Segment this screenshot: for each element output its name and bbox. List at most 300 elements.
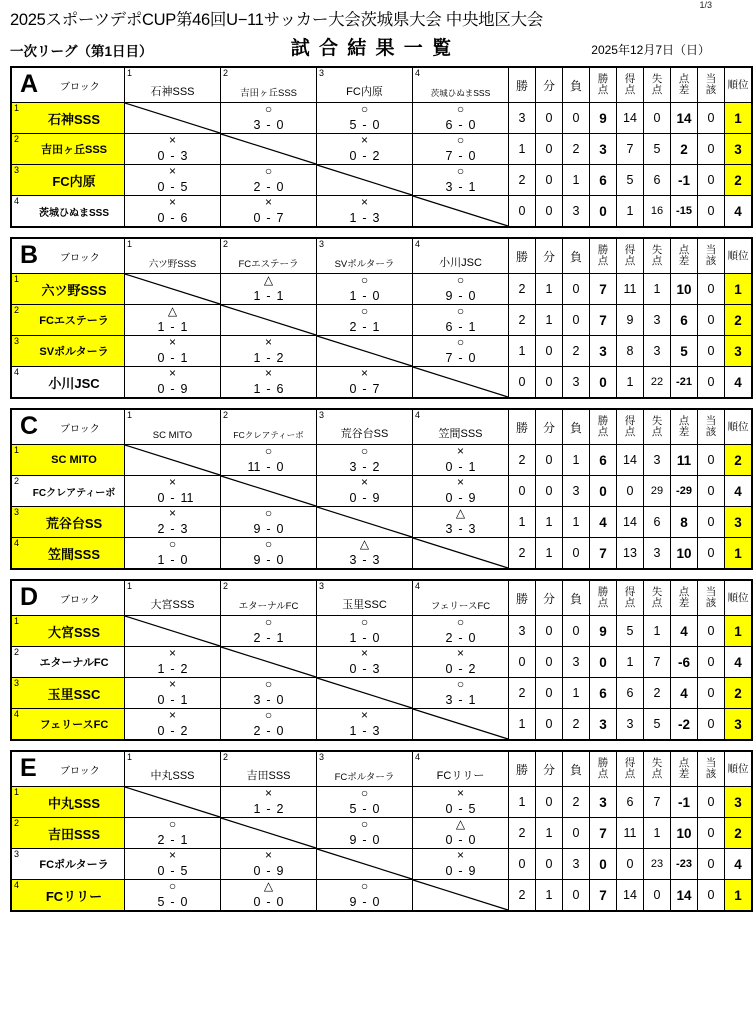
col-header-line: 得	[624, 244, 636, 256]
score-dash: -	[458, 833, 463, 847]
team-seed-number: 4	[14, 196, 20, 206]
diagonal-cell	[221, 134, 317, 165]
stat-draw: 0	[536, 476, 563, 507]
score-line	[221, 522, 316, 536]
result-mark: ×	[360, 708, 368, 722]
score-dash: -	[170, 662, 175, 676]
result-mark: ○	[264, 164, 273, 178]
stat-points: 4	[590, 507, 617, 538]
block-letter: A	[20, 70, 39, 98]
team-cell	[11, 616, 125, 647]
result-mark: ○	[456, 102, 465, 116]
score-opponent: 0	[468, 833, 476, 847]
stat-points: 0	[590, 196, 617, 228]
match-result-cell	[413, 678, 509, 709]
block-table-d	[10, 579, 753, 741]
opponent-header-3	[317, 580, 413, 616]
match-score	[125, 476, 220, 506]
score-own: 0	[445, 833, 453, 847]
stat-loss: 0	[563, 538, 590, 570]
match-score	[221, 274, 316, 304]
score-opponent: 0	[468, 149, 476, 163]
score-dash: -	[266, 724, 271, 738]
match-result-cell	[221, 678, 317, 709]
team-cell	[11, 305, 125, 336]
opponent-header-4	[413, 67, 509, 103]
score-line	[125, 382, 220, 396]
col-header-line: 点	[624, 768, 636, 780]
block-letter-cell	[11, 409, 125, 445]
diagonal-slash	[125, 787, 220, 817]
team-cell	[11, 165, 125, 196]
opponent-header-2	[221, 580, 317, 616]
col-header-line: 点	[624, 84, 636, 96]
team-name-box	[12, 616, 124, 646]
col-header-applicable	[698, 238, 725, 274]
stat-applicable: 0	[698, 818, 725, 849]
match-result-cell	[317, 134, 413, 165]
match-result-cell	[221, 709, 317, 741]
score-dash: -	[170, 553, 175, 567]
stat-rank: 1	[725, 274, 753, 305]
match-result-cell	[125, 818, 221, 849]
match-result-cell	[413, 616, 509, 647]
col-header-line: 失	[651, 757, 663, 769]
team-cell	[11, 849, 125, 880]
stat-draw: 0	[536, 787, 563, 818]
score-dash: -	[170, 180, 175, 194]
stat-draw: 1	[536, 507, 563, 538]
result-mark: △	[455, 817, 466, 831]
col-header-line: 勝	[597, 244, 609, 256]
score-line	[221, 351, 316, 365]
score-dash: -	[458, 149, 463, 163]
match-score	[125, 165, 220, 195]
diagonal-slash	[317, 507, 412, 537]
score-own: 0	[445, 662, 453, 676]
stat-applicable: 0	[698, 616, 725, 647]
col-header-loss: 負	[563, 67, 590, 103]
team-name: FC内原	[52, 173, 96, 189]
stat-applicable: 0	[698, 849, 725, 880]
match-result-cell	[317, 787, 413, 818]
result-mark: ×	[264, 848, 272, 862]
block-table-b	[10, 237, 753, 399]
opponent-name: 石神SSS	[150, 86, 195, 98]
match-result-cell	[413, 336, 509, 367]
col-header-rank	[725, 238, 753, 274]
stat-goal-difference: -23	[671, 849, 698, 880]
score-line	[413, 491, 508, 505]
stat-goal-difference: 8	[671, 507, 698, 538]
col-header-points	[590, 238, 617, 274]
diagonal-cell	[125, 445, 221, 476]
score-line	[413, 149, 508, 163]
col-header-line: 該	[705, 255, 717, 267]
score-line	[125, 895, 220, 909]
col-header-draw: 分	[536, 67, 563, 103]
team-seed-number: 2	[14, 134, 20, 144]
match-score	[317, 647, 412, 677]
score-dash: -	[458, 320, 463, 334]
result-mark: ○	[264, 102, 273, 116]
score-line	[125, 693, 220, 707]
result-mark: ○	[264, 615, 273, 629]
stat-goals-against: 1	[644, 616, 671, 647]
score-own: 2	[253, 180, 261, 194]
team-seed-number: 1	[14, 787, 20, 797]
diagonal-slash	[221, 134, 316, 164]
stat-applicable: 0	[698, 538, 725, 570]
team-cell	[11, 367, 125, 399]
match-result-cell	[413, 787, 509, 818]
col-header-line: 位	[738, 420, 749, 433]
score-line	[413, 693, 508, 707]
match-score	[413, 134, 508, 164]
stat-rank: 1	[725, 616, 753, 647]
block-tables	[10, 66, 749, 912]
stat-loss: 0	[563, 880, 590, 912]
score-dash: -	[266, 802, 271, 816]
stat-goals-for: 3	[617, 709, 644, 741]
stat-draw: 1	[536, 818, 563, 849]
diagonal-cell	[317, 165, 413, 196]
score-own: 1	[253, 351, 261, 365]
score-own: 1	[349, 211, 357, 225]
stat-rank: 2	[725, 678, 753, 709]
opponent-header-1	[125, 238, 221, 274]
table-row	[11, 787, 752, 818]
score-opponent: 0	[372, 289, 380, 303]
match-score	[317, 538, 412, 568]
score-opponent: 0	[372, 802, 380, 816]
stat-goals-for: 6	[617, 787, 644, 818]
score-line	[317, 118, 412, 132]
block-label: ブロック	[60, 424, 100, 435]
score-dash: -	[458, 662, 463, 676]
stat-rank: 1	[725, 538, 753, 570]
stat-goals-for: 7	[617, 134, 644, 165]
match-score	[413, 305, 508, 335]
opponent-index: 3	[319, 581, 325, 591]
stat-loss: 1	[563, 445, 590, 476]
col-header-line: 順	[727, 78, 738, 91]
diagonal-slash	[413, 538, 508, 568]
stat-loss: 0	[563, 818, 590, 849]
score-dash: -	[170, 693, 175, 707]
match-result-cell	[317, 196, 413, 228]
result-mark: ×	[168, 164, 176, 178]
score-opponent: 0	[276, 553, 284, 567]
col-header-points	[590, 580, 617, 616]
stat-win: 1	[509, 336, 536, 367]
stat-loss: 2	[563, 709, 590, 741]
result-mark: ○	[456, 164, 465, 178]
score-line	[413, 118, 508, 132]
team-name: 茨城ひぬまSSS	[38, 207, 109, 219]
table-row	[11, 305, 752, 336]
team-cell	[11, 538, 125, 570]
stat-goals-for: 1	[617, 647, 644, 678]
col-header-line: 点	[678, 73, 690, 85]
result-mark: ×	[168, 475, 176, 489]
score-opponent: 0	[276, 180, 284, 194]
stat-applicable: 0	[698, 196, 725, 228]
col-header-line: 点	[651, 426, 663, 438]
stat-win: 0	[509, 849, 536, 880]
match-score	[317, 616, 412, 646]
score-opponent: 0	[468, 118, 476, 132]
col-header-points	[590, 67, 617, 103]
score-own: 5	[349, 118, 357, 132]
opponent-index: 4	[415, 410, 421, 420]
result-mark: ×	[264, 195, 272, 209]
match-result-cell	[221, 274, 317, 305]
score-dash: -	[362, 211, 367, 225]
diagonal-slash	[413, 880, 508, 910]
match-score	[317, 305, 412, 335]
match-result-cell	[413, 849, 509, 880]
opponent-name: FC内原	[346, 86, 383, 98]
score-own: 1	[349, 631, 357, 645]
opponent-index: 1	[127, 752, 133, 762]
score-dash: -	[458, 351, 463, 365]
team-cell	[11, 134, 125, 165]
score-dash: -	[362, 320, 367, 334]
tournament-title: 2025スポーツデポCUP第46回U−11サッカー大会茨城県大会 中央地区大会	[10, 11, 543, 29]
team-name-box	[12, 367, 124, 397]
result-mark: ○	[264, 677, 273, 691]
score-line	[221, 802, 316, 816]
score-dash: -	[362, 724, 367, 738]
match-result-cell	[221, 165, 317, 196]
score-line	[125, 491, 220, 505]
stat-goal-difference: 5	[671, 336, 698, 367]
col-header-line: 当	[705, 244, 717, 256]
score-own: 5	[157, 895, 165, 909]
score-own: 0	[157, 491, 165, 505]
col-header-draw: 分	[536, 238, 563, 274]
score-opponent: 2	[180, 662, 188, 676]
score-dash: -	[458, 693, 463, 707]
score-line	[221, 693, 316, 707]
stat-goal-difference: -2	[671, 709, 698, 741]
match-score	[413, 678, 508, 708]
col-header-win: 勝	[509, 580, 536, 616]
team-name: FCクレアティーボ	[32, 487, 116, 499]
stat-draw: 0	[536, 849, 563, 880]
opponent-header-4	[413, 238, 509, 274]
score-own: 1	[253, 802, 261, 816]
team-name: 石神SSS	[47, 111, 100, 127]
score-opponent: 1	[180, 320, 188, 334]
score-opponent: 7	[372, 382, 380, 396]
opponent-header-3	[317, 67, 413, 103]
result-mark: ○	[456, 615, 465, 629]
score-own: 1	[157, 553, 165, 567]
stat-goals-against: 7	[644, 647, 671, 678]
score-own: 2	[445, 631, 453, 645]
stat-points: 7	[590, 538, 617, 570]
score-own: 11	[247, 460, 261, 474]
match-score	[221, 445, 316, 475]
opponent-name: FCクレアティーボ	[233, 430, 304, 440]
stat-goals-against: 6	[644, 507, 671, 538]
opponent-index: 4	[415, 239, 421, 249]
score-opponent: 0	[372, 631, 380, 645]
col-header-win: 勝	[509, 238, 536, 274]
block-header-row	[11, 580, 752, 616]
result-mark: ×	[168, 646, 176, 660]
match-result-cell	[317, 445, 413, 476]
score-line	[221, 864, 316, 878]
stat-win: 2	[509, 274, 536, 305]
table-row	[11, 678, 752, 709]
block-letter-cell	[11, 751, 125, 787]
table-row	[11, 165, 752, 196]
score-opponent: 0	[372, 833, 380, 847]
score-line	[125, 149, 220, 163]
score-opponent: 2	[276, 802, 284, 816]
diagonal-cell	[413, 880, 509, 912]
score-own: 1	[349, 289, 357, 303]
block-header-row	[11, 409, 752, 445]
col-header-line: 失	[651, 586, 663, 598]
col-header-line: 失	[651, 244, 663, 256]
result-mark: ○	[264, 506, 273, 520]
match-score	[125, 818, 220, 848]
result-mark: ×	[264, 366, 272, 380]
score-dash: -	[458, 180, 463, 194]
team-seed-number: 3	[14, 849, 20, 859]
score-dash: -	[362, 895, 367, 909]
diagonal-slash	[317, 678, 412, 708]
col-header-goals-for	[617, 751, 644, 787]
team-name-box	[12, 507, 124, 537]
score-dash: -	[458, 491, 463, 505]
result-mark: ×	[456, 786, 464, 800]
score-dash: -	[362, 118, 367, 132]
header-second-row	[10, 33, 710, 60]
col-header-draw: 分	[536, 751, 563, 787]
result-mark: ×	[360, 646, 368, 660]
col-header-line: 差	[678, 768, 690, 780]
team-name-box	[12, 336, 124, 366]
stat-goal-difference: 10	[671, 538, 698, 570]
score-own: 1	[349, 724, 357, 738]
match-score	[317, 274, 412, 304]
stat-draw: 0	[536, 336, 563, 367]
team-name-box	[12, 134, 124, 164]
score-opponent: 9	[468, 864, 476, 878]
match-result-cell	[125, 336, 221, 367]
team-name: 小川JSC	[48, 375, 100, 391]
diagonal-cell	[221, 305, 317, 336]
diagonal-slash	[221, 647, 316, 677]
stat-loss: 2	[563, 336, 590, 367]
stat-win: 1	[509, 507, 536, 538]
opponent-index: 2	[223, 410, 229, 420]
col-header-goals-against	[644, 67, 671, 103]
score-line	[221, 553, 316, 567]
stat-goal-difference: 2	[671, 134, 698, 165]
opponent-header-1	[125, 409, 221, 445]
stat-rank: 1	[725, 103, 753, 134]
match-result-cell	[317, 709, 413, 741]
diagonal-cell	[317, 336, 413, 367]
score-dash: -	[266, 864, 271, 878]
stat-applicable: 0	[698, 880, 725, 912]
col-header-line: 差	[678, 597, 690, 609]
result-mark: ×	[360, 133, 368, 147]
diagonal-slash	[221, 305, 316, 335]
match-result-cell	[317, 818, 413, 849]
match-result-cell	[317, 274, 413, 305]
match-score	[413, 336, 508, 366]
score-dash: -	[362, 802, 367, 816]
col-header-line: 勝	[597, 415, 609, 427]
result-mark: ○	[360, 615, 369, 629]
score-opponent: 5	[180, 864, 188, 878]
opponent-name: SVポルターラ	[334, 259, 395, 270]
opponent-index: 1	[127, 410, 133, 420]
diagonal-cell	[413, 367, 509, 399]
match-result-cell	[125, 538, 221, 570]
stat-win: 2	[509, 678, 536, 709]
col-header-draw: 分	[536, 409, 563, 445]
score-line	[125, 320, 220, 334]
stat-goals-for: 13	[617, 538, 644, 570]
page-title: 試 合 結 果 一 覧	[290, 38, 454, 59]
stat-goals-for: 1	[617, 196, 644, 228]
opponent-index: 2	[223, 752, 229, 762]
table-row	[11, 538, 752, 570]
stat-rank: 4	[725, 476, 753, 507]
match-result-cell	[125, 849, 221, 880]
match-result-cell	[317, 476, 413, 507]
stat-goal-difference: -21	[671, 367, 698, 399]
score-line	[125, 351, 220, 365]
result-mark: ○	[360, 879, 369, 893]
col-header-win: 勝	[509, 67, 536, 103]
score-line	[317, 491, 412, 505]
opponent-header-3	[317, 238, 413, 274]
opponent-name: FCリリー	[436, 770, 485, 782]
match-result-cell	[221, 445, 317, 476]
stat-applicable: 0	[698, 274, 725, 305]
score-dash: -	[170, 382, 175, 396]
stat-win: 2	[509, 538, 536, 570]
score-dash: -	[266, 460, 271, 474]
stat-goals-for: 0	[617, 849, 644, 880]
opponent-name: 六ツ野SSS	[148, 259, 197, 270]
team-name-box	[12, 647, 124, 677]
score-line	[413, 522, 508, 536]
stat-draw: 1	[536, 305, 563, 336]
score-opponent: 1	[180, 693, 188, 707]
stat-goals-against: 3	[644, 336, 671, 367]
result-mark: ×	[168, 133, 176, 147]
stat-goals-against: 7	[644, 787, 671, 818]
score-opponent: 9	[372, 491, 380, 505]
match-score	[317, 367, 412, 397]
score-own: 1	[253, 289, 261, 303]
block-label: ブロック	[60, 595, 100, 606]
diagonal-cell	[413, 538, 509, 570]
opponent-index: 1	[127, 68, 133, 78]
match-score	[125, 538, 220, 568]
block-header-row	[11, 67, 752, 103]
